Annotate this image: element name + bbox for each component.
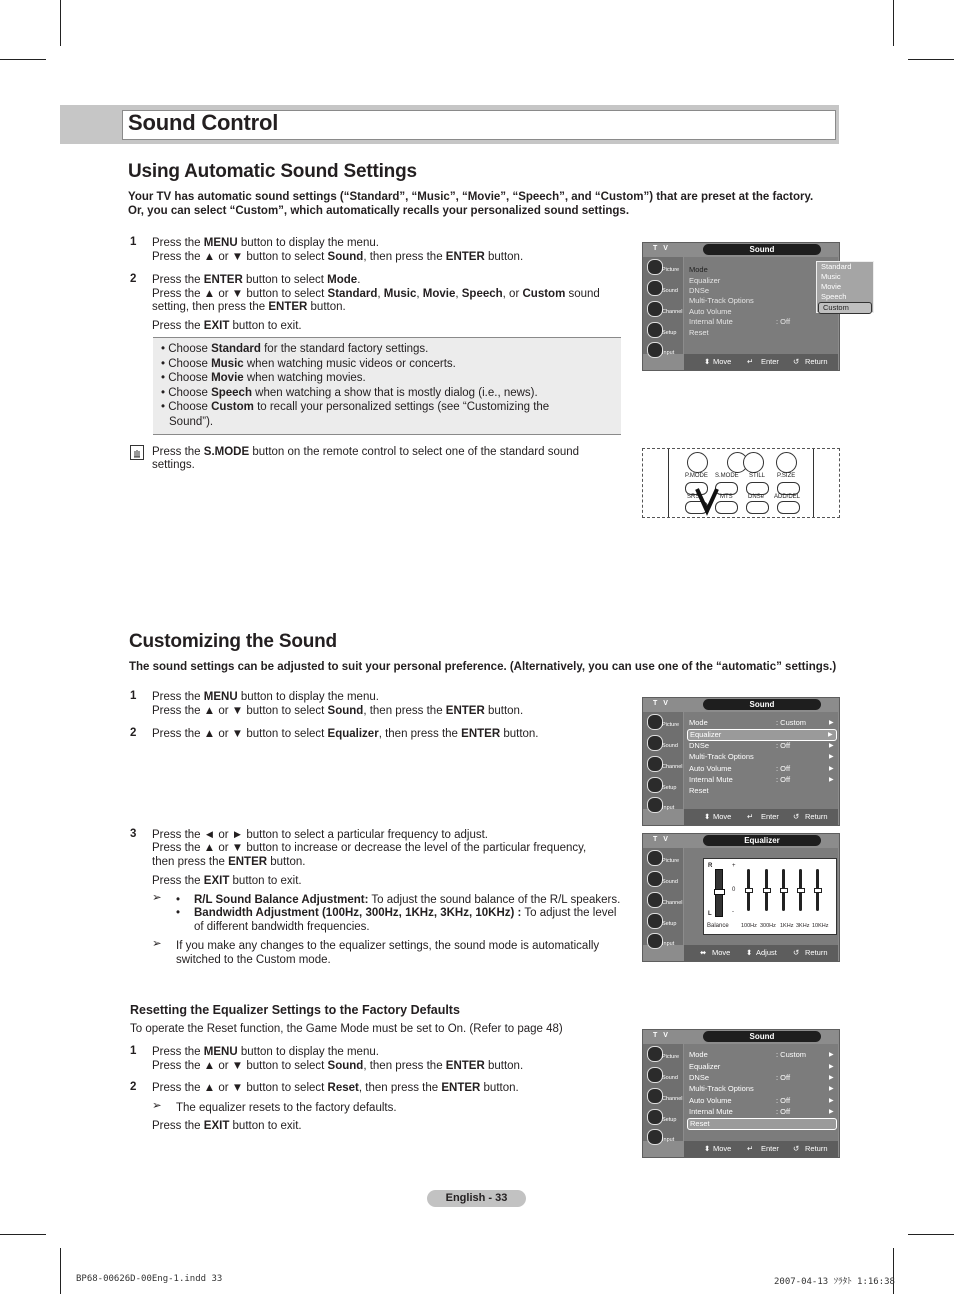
osd-row: DNSe : Off ▶ [689,1073,834,1082]
osd-side-item: Channel [645,891,681,911]
eq-band-knob [745,888,753,893]
osd-row: Multi-Track Options ▶ [689,752,834,761]
osd-row: Reset [689,786,709,795]
osd-side-item: Channel [645,300,681,320]
remote-label: SRS [687,494,700,500]
channel-icon [647,301,663,317]
crop-mark [60,0,61,46]
setup-icon [647,1109,663,1125]
osd-menu [684,1044,838,1141]
remote-button [776,452,797,473]
osd-footer: ⬍ Move ↵ Enter ↺ Return [684,1141,838,1157]
step-number: 2 [130,273,137,285]
osd-side-item: Setup [645,321,681,341]
remote-button [746,501,769,514]
osd-row: Auto Volume : Off ▶ [689,1096,834,1105]
osd-tv-label: T V [653,700,670,707]
osd-row-selected: Reset [687,1118,837,1130]
step-text: Press the EXIT button to exit. [152,875,302,887]
bullet-text: R/L Sound Balance Adjustment: To adjust the sound balance of the R/L speakers. [194,894,621,906]
osd-row: Internal Mute : Off ▶ [689,775,834,784]
eq-band-knob [780,888,788,893]
remote-edge [648,449,669,517]
osd-menu [684,257,852,354]
step-number: 3 [130,828,137,840]
input-icon [647,1129,663,1145]
enter-icon: ↵ [747,812,754,821]
crop-mark [0,59,46,60]
osd-row: Equalizer [689,276,721,285]
return-icon: ↺ [793,948,800,957]
step-text: Press the ▲ or ▼ button to select Sound, then press the ENTER button. [152,251,524,263]
section-heading-reset: Resetting the Equalizer Settings to the Factory Defaults [130,1003,460,1017]
page-title: Sound Control [128,110,279,135]
eq-band-label: 10KHz [812,923,829,929]
osd-row: DNSe : Off ▶ [689,741,834,750]
step-text: setting, then press the ENTER button. [152,301,346,313]
intro-line: Your TV has automatic sound settings (“Standard”, “Music”, “Movie”, “Speech”, and “Custom”) that are preset at the factory. [128,191,814,203]
adjust-icon: ⬍ [746,948,753,957]
osd-row: DNSe [689,286,710,295]
sound-icon [647,1067,663,1083]
osd-row: Mode : Custom ▶ [689,718,834,727]
pointer-arrow-icon [695,487,721,520]
remote-button [743,452,764,473]
remote-label: P.SIZE [777,473,796,479]
step-text: Press the ENTER button to select Mode. [152,274,361,286]
step-text: Press the ▲ or ▼ button to select Sound, then press the ENTER button. [152,705,524,717]
eq-l-label: L [708,911,712,917]
setup-icon [647,322,663,338]
bullet-text: Bandwidth Adjustment (100Hz, 300Hz, 1KHz, 3KHz, 10KHz) : To adjust the level [194,907,617,919]
note-item: • Choose Movie when watching movies. [161,372,366,384]
left-right-icon: ⬌ [700,948,707,957]
picture-icon [647,850,663,866]
crop-mark [60,1248,61,1294]
remote-label: DNSe [748,494,765,500]
step-text: Press the ▲ or ▼ button to select Reset, then press the ENTER button. [152,1082,519,1094]
step-text: Press the ▲ or ▼ button to select Sound, then press the ENTER button. [152,1060,524,1072]
osd-eq-area [684,848,838,945]
eq-band-knob [763,888,771,893]
intro-line: Or, you can select “Custom”, which automatically recalls your personalized sound settings. [128,205,630,217]
step-text: Press the ▲ or ▼ button to increase or decrease the level of the particular frequency, [152,842,587,854]
osd-sidebar [643,1044,683,1141]
sound-icon [647,280,663,296]
note-item: • Choose Speech when watching a show that is mostly dialog (i.e., news). [161,386,538,399]
picture-icon [647,714,663,730]
note-text: switched to the Custom mode. [176,954,331,966]
move-icon: ⬍ [704,1144,711,1153]
crop-mark [0,1234,46,1235]
enter-icon: ↵ [747,1144,754,1153]
osd-row: Auto Volume : Off ▶ [689,764,834,773]
osd-row: Auto Volume [689,307,732,316]
osd-title: Sound [703,699,821,710]
eq-minus-label: - [732,909,734,915]
step-number: 1 [130,690,137,702]
osd-sub-item-selected: Custom [818,302,872,314]
osd-sound-reset-screen [642,1029,840,1158]
note-arrow-icon: ➢ [152,892,162,904]
bullet-marker: • [176,894,181,906]
channel-icon [647,756,663,772]
bullet-text: of different bandwidth frequencies. [194,921,370,933]
osd-row: Mode : Custom ▶ [689,1050,834,1059]
remote-edge [813,449,834,517]
osd-side-item: Picture [645,849,681,869]
osd-side-item: Sound [645,279,681,299]
page-number-badge: English - 33 [427,1190,526,1207]
picture-icon [647,1046,663,1062]
osd-row: Equalizer ▶ [689,1062,834,1071]
remote-tip-icon [130,445,144,460]
step-text: Press the MENU button to display the menu. [152,237,379,249]
osd-row-selected: Equalizer ▶ [687,729,837,741]
osd-row: Internal Mute : Off ▶ [689,1107,834,1116]
balance-knob [714,889,725,895]
step-text: Press the ◄ or ► button to select a particular frequency to adjust. [152,829,488,841]
input-icon [647,342,663,358]
eq-balance-label: Balance [707,923,729,929]
osd-footer: ⬌ Move ⬍ Adjust ↺ Return [684,945,838,961]
osd-sidebar [643,712,683,809]
enter-icon: ↵ [747,357,754,366]
step-text: Press the MENU button to display the menu. [152,691,379,703]
eq-plus-label: + [732,863,736,869]
osd-side-item: Input [645,796,681,816]
osd-footer: ⬍ Move ↵ Enter ↺ Return [684,354,838,370]
note-item: • Choose Standard for the standard factory settings. [161,343,429,355]
crop-mark [908,1234,954,1235]
eq-band-label: 100Hz [741,923,757,929]
print-slug-left: BP68-00626D-00Eng-1.indd 33 [76,1274,223,1284]
sound-icon [647,871,663,887]
return-icon: ↺ [793,1144,800,1153]
tip-text: settings. [152,459,195,471]
osd-tv-label: T V [653,245,670,252]
osd-row: Internal Mute : Off [689,317,791,326]
osd-row: Mode [689,265,708,274]
remote-label: ADD/DEL [774,494,801,500]
osd-sound-equalizer-screen [642,697,840,826]
remote-label: S.MODE [715,473,739,479]
setup-icon [647,913,663,929]
setup-icon [647,777,663,793]
step-text: then press the ENTER button. [152,856,306,868]
note-item: • Choose Music when watching music videos or concerts. [161,357,456,370]
osd-side-item: Input [645,932,681,952]
eq-band-label: 300Hz [760,923,776,929]
osd-side-item: Channel [645,755,681,775]
tip-text: Press the S.MODE button on the remote control to select one of the standard sound [152,446,580,458]
note-text: The equalizer resets to the factory defaults. [176,1102,397,1114]
osd-sub-item: Music [821,272,841,281]
channel-icon [647,892,663,908]
osd-title: Equalizer [703,835,821,846]
step-text: Press the ▲ or ▼ button to select Equalizer, then press the ENTER button. [152,728,539,740]
channel-icon [647,1088,663,1104]
step-text: Press the MENU button to display the menu. [152,1046,379,1058]
remote-button [687,452,708,473]
osd-row: Reset [689,328,709,337]
osd-sub-item: Standard [821,262,852,271]
osd-tv-label: T V [653,836,670,843]
remote-button [777,501,800,514]
picture-icon [647,259,663,275]
osd-row: Multi-Track Options ▶ [689,1084,834,1093]
step-number: 1 [130,1045,137,1057]
osd-side-item: Picture [645,713,681,733]
intro-line: The sound settings can be adjusted to suit your personal preference. (Alternatively, you can use one of the “automatic” settings.) [129,661,837,673]
reset-intro: To operate the Reset function, the Game Mode must be set to On. (Refer to page 48) [130,1023,563,1035]
osd-row: Multi-Track Options [689,296,754,305]
move-icon: ⬍ [704,357,711,366]
osd-menu [684,712,838,809]
step-text: Press the ▲ or ▼ button to select Standard, Music, Movie, Speech, or Custom sound [152,288,600,300]
osd-side-item: Setup [645,776,681,796]
eq-band-label: 3KHz [796,923,810,929]
osd-side-item: Input [645,1128,681,1148]
return-icon: ↺ [793,357,800,366]
osd-equalizer-screen [642,833,840,962]
crop-mark [908,59,954,60]
note-item: • Choose Custom to recall your personalized settings (see “Customizing the [161,401,550,413]
remote-label: MTS [720,494,733,500]
osd-side-item: Sound [645,734,681,754]
mode-notes-box [153,337,621,435]
osd-side-item: Sound [645,1066,681,1086]
eq-band-knob [814,888,822,893]
bullet-marker: • [176,907,181,919]
osd-side-item: Sound [645,870,681,890]
osd-sidebar [643,848,683,945]
osd-sound-mode-screen [642,242,852,371]
note-arrow-icon: ➢ [152,938,162,950]
input-icon [647,797,663,813]
osd-sidebar [643,257,683,354]
osd-side-item: Channel [645,1087,681,1107]
eq-band-knob [797,888,805,893]
remote-label: P.MODE [685,473,708,479]
osd-sub-item: Speech [821,292,847,301]
sound-icon [647,735,663,751]
note-arrow-icon: ➢ [152,1100,162,1112]
osd-side-item: Picture [645,258,681,278]
return-icon: ↺ [793,812,800,821]
move-icon: ⬍ [704,812,711,821]
step-number: 2 [130,727,137,739]
section-heading-customizing: Customizing the Sound [129,631,337,652]
section-heading-automatic: Using Automatic Sound Settings [128,161,417,182]
step-number: 1 [130,236,137,248]
equalizer-panel [703,858,837,935]
eq-band-label: 1KHz [780,923,794,929]
osd-title: Sound [703,1031,821,1042]
crop-mark [893,1248,894,1294]
osd-side-item: Input [645,341,681,361]
note-item-cont: Sound”). [169,415,214,428]
osd-mode-submenu [816,261,874,313]
eq-r-label: R [708,863,713,869]
remote-label: STILL [749,473,766,479]
osd-side-item: Picture [645,1045,681,1065]
step-text: Press the EXIT button to exit. [152,1120,302,1132]
osd-tv-label: T V [653,1032,670,1039]
osd-title: Sound [703,244,821,255]
print-slug-right: 2007-04-13 ｿﾗﾀﾄ 1:16:38 [774,1277,895,1287]
remote-control-illustration [642,448,840,518]
step-text: Press the EXIT button to exit. [152,320,302,332]
note-text: If you make any changes to the equalizer settings, the sound mode is automatically [176,940,600,952]
input-icon [647,933,663,949]
osd-sub-item: Movie [821,282,842,291]
osd-side-item: Setup [645,1108,681,1128]
crop-mark [893,0,894,46]
osd-side-item: Setup [645,912,681,932]
step-number: 2 [130,1081,137,1093]
eq-zero-label: 0 [732,887,736,893]
osd-footer: ⬍ Move ↵ Enter ↺ Return [684,809,838,825]
